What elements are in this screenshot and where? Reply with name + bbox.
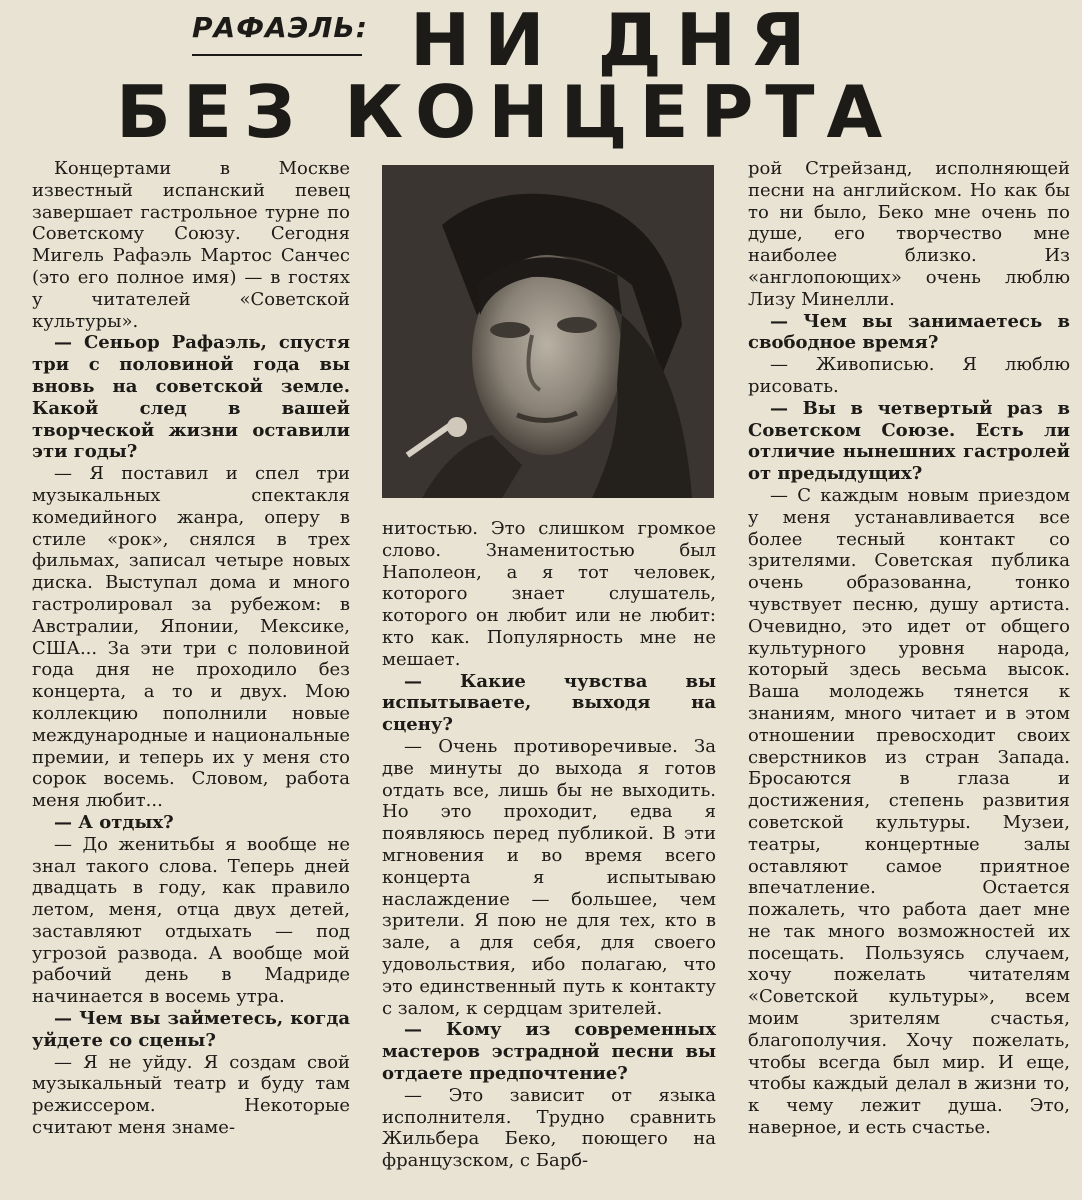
question: — Чем вы займетесь, когда уйдете со сцены?: [32, 1008, 350, 1051]
headline-kicker: РАФАЭЛЬ:: [192, 8, 362, 56]
paragraph: — Я не уйду. Я создам свой музыкальный театр и буду там режиссером. Некоторые считают меня знаме-: [32, 1051, 350, 1139]
paragraph: Концертами в Москве известный испанский певец завершает гастрольное турне по Советскому Союзу. Сегодня Мигель Рафаэль Мартос Санчес (это его полное имя) — в гостях у читателей «Советской культуры».: [32, 158, 350, 332]
question: — Сеньор Рафаэль, спустя три с половиной года вы вновь на советской земле. Какой след в вашей творческой жизни оставили эти годы?: [32, 332, 350, 463]
column-middle: [382, 518, 716, 1172]
question: — А отдых?: [54, 811, 174, 833]
paragraph: — Очень противоречивые. За две минуты до выхода я готов отдать все, лишь бы не выходить. Но это проходит, едва я появляюсь перед публикой. В эти мгновения и во время всего концерта я испытываю наслаждение — большее, чем зрители. Я пою не для тех, кто в зале, а для себя, для своего удовольствия, ибо полагаю, что это единственный путь к контакту с залом, к сердцам зрителей.: [382, 735, 716, 1019]
paragraph: — До женитьбы я вообще не знал такого слова. Теперь дней двадцать в году, как правило летом, меня, отца двух детей, заставляют отдыхать — под угрозой развода. А вообще мой рабочий день в Мадриде начинается в восемь утра.: [32, 833, 350, 1008]
paragraph: нитостью. Это слишком громкое слово. Знаменитостью был Наполеон, а я тот человек, которого знает слушатель, которого он любит или не любит: кто как. Популярность мне не мешает.: [382, 518, 716, 670]
paragraph: — Живописью. Я люблю рисовать.: [748, 354, 1070, 397]
question: — Вы в четвертый раз в Советском Союзе. Есть ли отличие нынешних гастролей от предыдущих?: [748, 397, 1070, 485]
paragraph: — С каждым новым приездом у меня устанавливается все более тесный контакт со зрителями. Советская публика очень образованна, тонко чувствует песню, душу артиста. Очевидно, это идет от общего культурного уровня народа, который здесь весьма высок. Ваша молодежь тянется к знаниям, много читает и в этом отношении превосходит своих сверстников из стран Запада. Бросаются в глаза и достижения, степень развития советской культуры. Музеи, театры, концертные залы оставляют самое приятное впечатление. Остается пожалеть, что работа дает мне не так много возможностей их посещать. Пользуясь случаем, хочу пожелать читателям «Советской культуры», всем моим зрителям счастья, благополучия. Хочу пожелать, чтобы всегда был мир. И еще, чтобы каждый делал в жизни то, к чему лежит душа. Это, наверное, и есть счастье.: [748, 484, 1070, 1139]
paragraph: — Я поставил и спел три музыкальных спектакля комедийного жанра, оперу в стиле «рок», снялся в трех фильмах, записал четыре новых диска. Выступал дома и много гастролировал за рубежом: в Австралии, Японии, Мексике, США... За эти три с половиной года дня не проходило без концерта, а то и двух. Мою коллекцию пополнили новые международные и национальные премии, и теперь их у меня сто сорок восемь. Словом, работа меня любит...: [32, 463, 350, 812]
question: — Какие чувства вы испытываете, выходя на сцену?: [382, 670, 716, 736]
headline-line-2: БЕЗ КОНЦЕРТА: [116, 70, 895, 154]
question: — Чем вы занимаетесь в свободное время?: [748, 310, 1070, 354]
headline-line-1: НИ ДНЯ: [410, 0, 820, 82]
paragraph: рой Стрейзанд, исполняющей песни на английском. Но как бы то ни было, Беко мне очень по душе, его творчество мне наиболее близко. Из «англопоющих» очень люблю Лизу Минелли.: [748, 158, 1070, 310]
question: — Кому из современных мастеров эстрадной песни вы отдаете предпочтение?: [382, 1019, 716, 1084]
column-right: [748, 158, 1070, 1139]
portrait-photo: [382, 165, 714, 498]
paragraph: — Это зависит от языка исполнителя. Трудно сравнить Жильбера Беко, поющего на французском, с Барб-: [382, 1084, 716, 1172]
column-left: [32, 158, 350, 1139]
